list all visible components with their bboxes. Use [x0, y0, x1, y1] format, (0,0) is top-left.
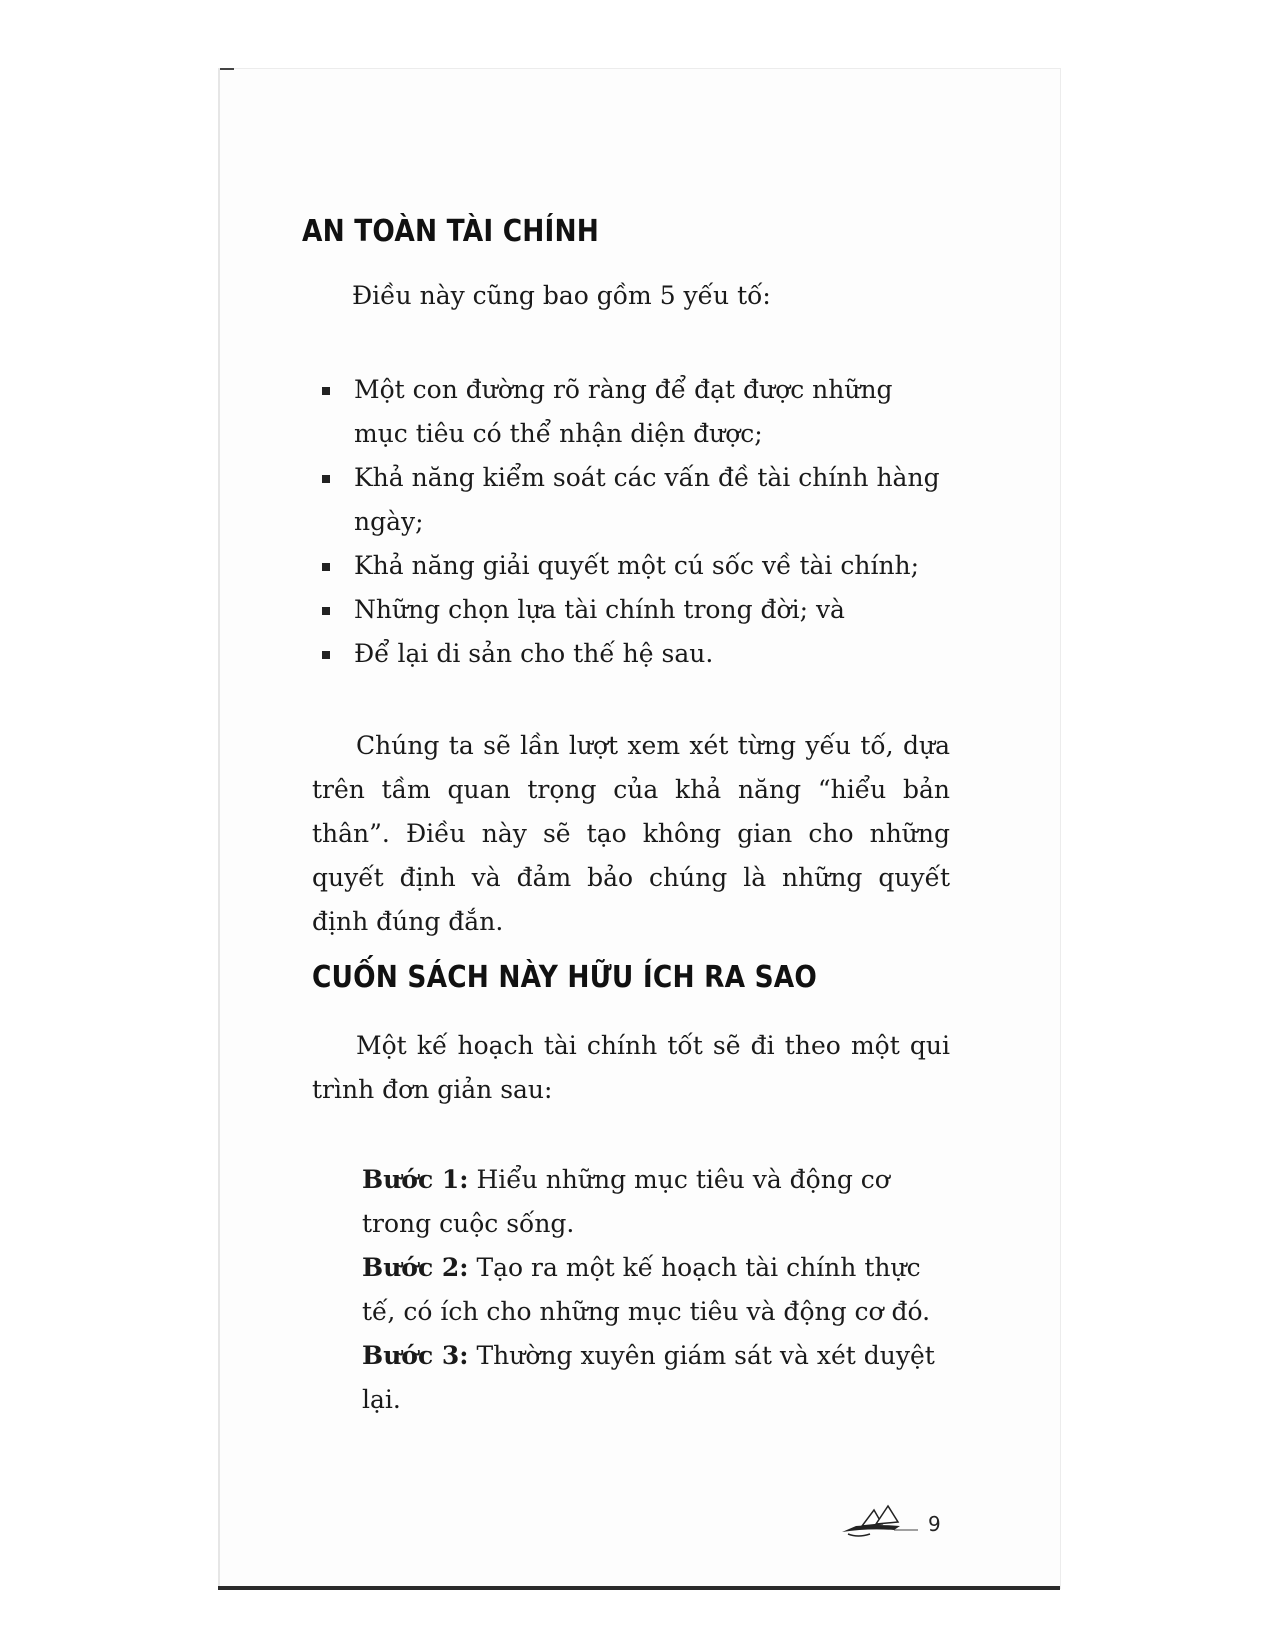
- page-bottom-edge: [218, 1586, 1060, 1590]
- list-item: Một con đường rõ ràng để đạt được những mục tiêu có thể nhận diện được;: [312, 368, 950, 456]
- steps-list: [362, 1158, 950, 1422]
- section1-paragraph: Chúng ta sẽ lần lượt xem xét từng yếu tố, dựa trên tầm quan trọng của khả năng “hiểu bản thân”. Điều này sẽ tạo không gian cho những quyết định và đảm bảo chúng là những quyết định đúng đắn.: [312, 731, 950, 936]
- section-heading-financial-safety: AN TOÀN TÀI CHÍNH: [302, 214, 600, 249]
- page-edge-mark: [220, 68, 234, 70]
- step-label: Bước 3:: [362, 1341, 469, 1370]
- step-label: Bước 1:: [362, 1165, 469, 1194]
- square-bullet-icon: [322, 475, 330, 483]
- list-item: Những chọn lựa tài chính trong đời; và: [312, 588, 950, 632]
- square-bullet-icon: [322, 607, 330, 615]
- square-bullet-icon: [322, 651, 330, 659]
- step-text: Tạo ra một kế hoạch tài chính thực tế, có ích cho những mục tiêu và động cơ đó.: [362, 1253, 931, 1326]
- sailing-ship-icon: [838, 1504, 920, 1540]
- section2-intro: Một kế hoạch tài chính tốt sẽ đi theo một qui trình đơn giản sau:: [312, 1031, 950, 1104]
- square-bullet-icon: [322, 387, 330, 395]
- step-item: [362, 1246, 950, 1334]
- financial-safety-list: [312, 368, 950, 676]
- step-item: [362, 1334, 950, 1422]
- section1-intro: Điều này cũng bao gồm 5 yếu tố:: [352, 281, 771, 310]
- square-bullet-icon: [322, 563, 330, 571]
- step-item: [362, 1158, 950, 1246]
- list-item: Khả năng kiểm soát các vấn đề tài chính hàng ngày;: [312, 456, 950, 544]
- step-label: Bước 2:: [362, 1253, 469, 1282]
- list-item: Để lại di sản cho thế hệ sau.: [312, 632, 950, 676]
- page-number: 9: [928, 1512, 941, 1536]
- step-text: Hiểu những mục tiêu và động cơ trong cuộc sống.: [362, 1165, 890, 1238]
- list-item: Khả năng giải quyết một cú sốc về tài chính;: [312, 544, 950, 588]
- section-heading-how-book-helps: CUỐN SÁCH NÀY HỮU ÍCH RA SAO: [312, 960, 817, 995]
- step-text: Thường xuyên giám sát và xét duyệt lại.: [362, 1341, 935, 1414]
